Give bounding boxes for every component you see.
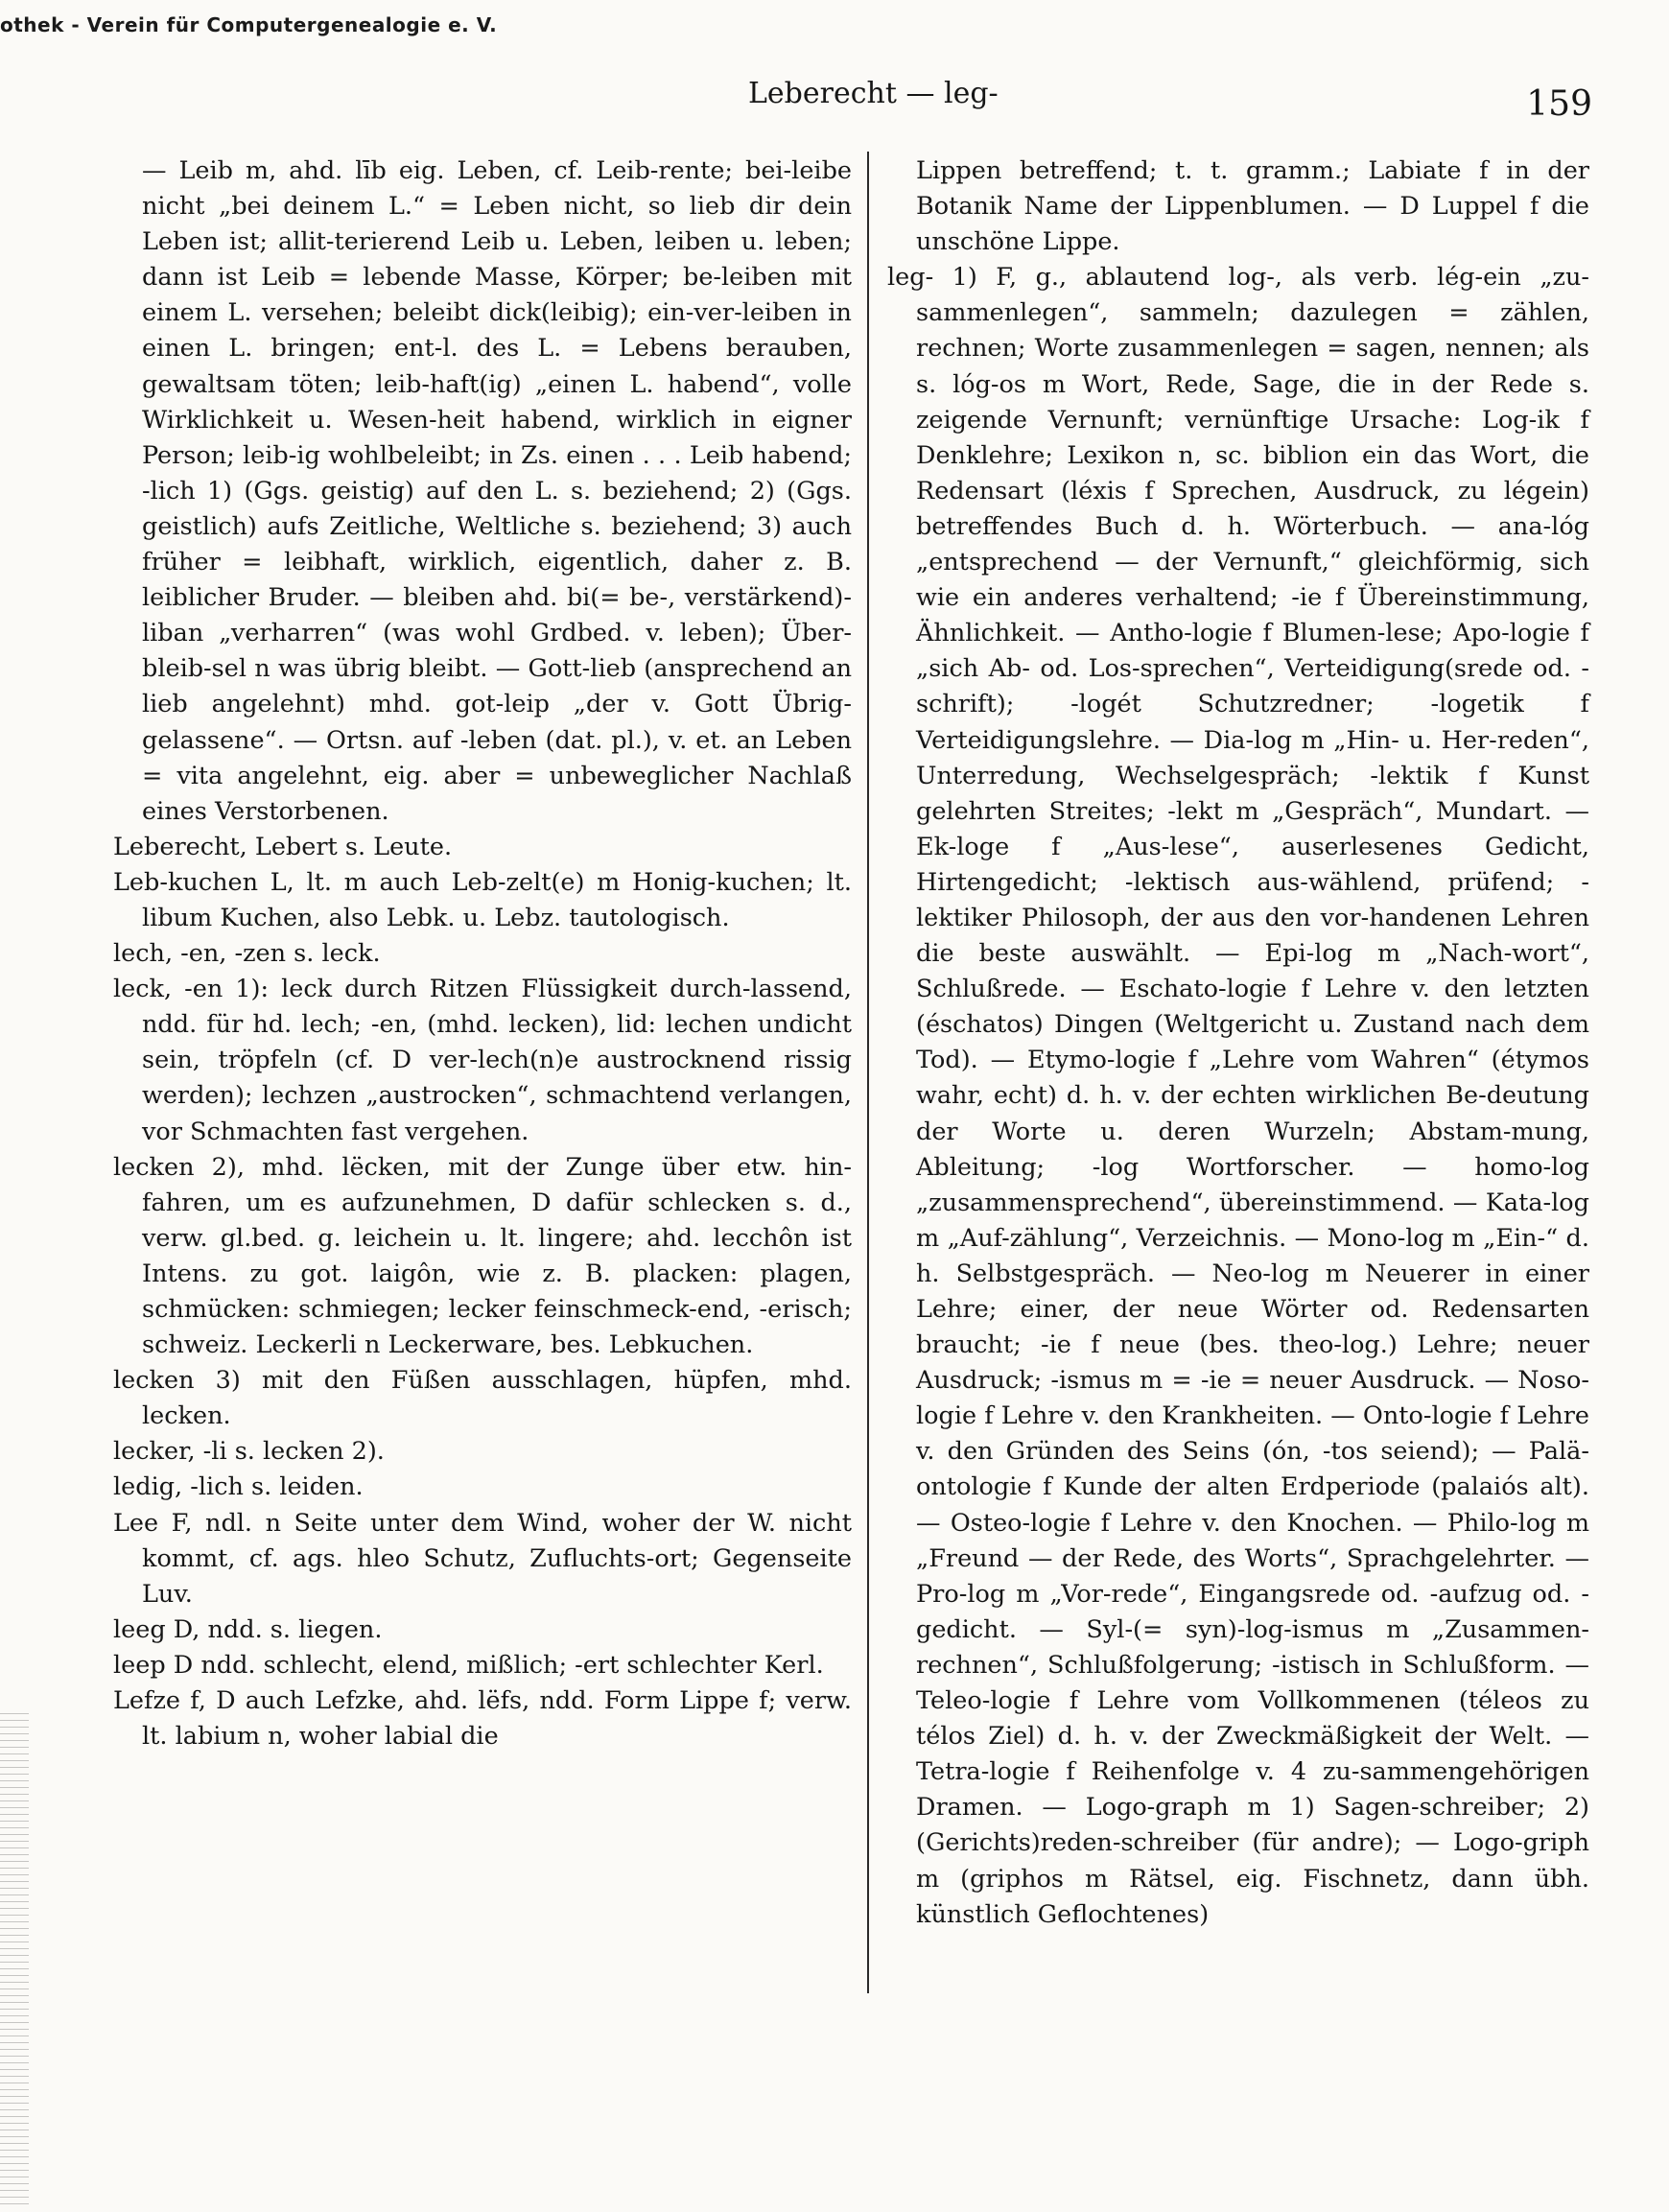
entry-leberecht: Leberecht, Lebert s. Leute.	[113, 832, 453, 861]
entry-lefze: Lefze f, D auch Lefzke, ahd. lëfs, ndd. Form Lippe f; verw. lt. labium n, woher labial die	[113, 1686, 852, 1752]
entry-leg: leg- 1) F, g., ablautend log-, als verb. lég-ein „zu-sammenlegen“, sammeln; dazulegen = zählen, rechnen; Worte zusammenlegen = sagen, nennen; als s. lóg-os m Wort, Rede, Sage, die in der Rede s. zeigende Vernunft; vernünftige Ursache: Log-ik f Denklehre; Lexikon n, sc. biblion ein das Wort, die Redensart (léxis f Sprechen, Ausdruck, zu légein) betreffendes Buch d. h. Wörterbuch. — ana-lóg „entsprechend — der Vernunft,“ gleichförmig, sich wie ein anderes verhaltend; -ie f Übereinstimmung, Ähnlichkeit. — Antho-logie f Blumen-lese; Apo-logie f „sich Ab- od. Los-sprechen“, Verteidigung(srede od. -schrift); -logét Schutzredner; -logetik f Verteidigungslehre. — Dia-log m „Hin- u. Her-reden“, Unterredung, Wechselgespräch; -lektik f Kunst gelehrten Streites; -lekt m „Gespräch“, Mundart. — Ek-loge f „Aus-lese“, auserlesenes Gedicht, Hirtengedicht; -lektisch aus-wählend, prüfend; -lektiker Philosoph, der aus den vor-handenen Lehren die beste auswählt. — Epi-log m „Nach-wort“, Schlußrede. — Eschato-logie f Lehre v. den letzten (éschatos) Dingen (Weltgericht u. Zustand nach dem Tod). — Etymo-logie f „Lehre vom Wahren“ (étymos wahr, echt) d. h. v. der echten wirklichen Be-deutung der Worte u. deren Wurzeln; Abstam-mung, Ableitung; -log Wortforscher. — homo-log „zusammensprechend“, übereinstimmend. — Kata-log m „Auf-zählung“, Verzeichnis. — Mono-log m „Ein-“ d. h. Selbstgespräch. — Neo-log m Neuerer in einer Lehre; einer, der neue Wörter od. Redensarten braucht; -ie f neue (bes. theo-log.) Lehre; neuer Ausdruck; -ismus m = -ie = neuer Ausdruck. — Noso-logie f Lehre v. den Krankheiten. — Onto-logie f Lehre v. den Gründen des Seins (ón, -tos seiend); — Palä-ontologie f Kunde der alten Erdperiode (palaiós alt). — Osteo-logie f Lehre v. den Knochen. — Philo-log m „Freund — der Rede, des Worts“, Sprachgelehrter. — Pro-log m „Vor-rede“, Eingangsrede od. -aufzug od. -gedicht. — Syl-(= syn)-log-ismus m „Zusammen-rechnen“, Schlußfolgerung; -istisch in Schlußform. — Teleo-logie f Lehre vom Vollkommenen (téleos zu télos Ziel) d. h. v. der Zweckmäßigkeit der Welt. — Tetra-logie f Reihenfolge v. 4 zu-sammengehörigen Dramen. — Logo-graph m 1) Sagen-schreiber; 2) (Gerichts)reden-schreiber (für andre); — Logo-griph m (griphos m Rätsel, eig. Fischnetz, dann übh. künstlich Geflochtenes)	[887, 263, 1589, 1929]
entry-leck: leck, -en 1): leck durch Ritzen Flüssigkeit durch-lassend, ndd. für hd. lech; -en, (mhd. lecken), lid: lechen undicht sein, tröpfeln (cf. D ver-lech(n)e austrocknend rissig werden); lechzen „austrocken“, schmachtend verlangen, vor Schmachten fast vergehen.	[113, 975, 852, 1146]
right-column	[887, 153, 1589, 1933]
entry-lecken-3: lecken 3) mit den Füßen ausschlagen, hüpfen, mhd. lecken.	[113, 1366, 852, 1431]
entry-ledig: ledig, -lich s. leiden.	[113, 1472, 364, 1502]
entry-lefze-continuation: Lippen betreffend; t. t. gramm.; Labiate f in der Botanik Name der Lippenblumen. — D Luppel f die unschöne Lippe.	[916, 156, 1589, 257]
left-column	[113, 153, 852, 1754]
entry-lech: lech, -en, -zen s. leck.	[113, 939, 381, 969]
entry-lee: Lee F, ndl. n Seite unter dem Wind, woher der W. nicht kommt, cf. ags. hleo Schutz, Zufluchts-ort; Gegenseite Luv.	[113, 1508, 852, 1609]
entry-lebkuchen: Leb-kuchen L, lt. m auch Leb-zelt(e) m Honig-kuchen; lt. libum Kuchen, also Lebk. u. Lebz. tautologisch.	[113, 867, 852, 932]
page-edge-marks	[0, 1707, 29, 2206]
entry-leib-continuation: — Leib m, ahd. līb eig. Leben, cf. Leib-rente; bei-leibe nicht „bei deinem L.“ = Leben nicht, so lieb dir dein Leben ist; allit-terierend Leib u. Leben, leiben u. leben; dann ist Leib = lebende Masse, Körper; be-leiben mit einem L. versehen; beleibt dick(leibig); ein-ver-leiben in einen L. bringen; ent-l. des L. = Lebens berauben, gewaltsam töten; leib-haft(ig) „einen L. habend“, volle Wirklichkeit u. Wesen-heit habend, wirklich in eigner Person; leib-ig wohlbeleibt; in Zs. einen . . . Leib habend; -lich 1) (Ggs. geistig) auf den L. s. beziehend; 2) (Ggs. geistlich) aufs Zeitliche, Weltliche s. beziehend; 3) auch früher = leibhaft, wirklich, eigentlich, daher z. B. leiblicher Bruder. — bleiben ahd. bi(= be-, verstärkend)-liban „verharren“ (was wohl Grdbed. v. leben); Über-bleib-sel n was übrig bleibt. — Gott-lieb (ansprechend an lieb angelehnt) mhd. got-leip „der v. Gott Übrig-gelassene“. — Ortsn. auf -leben (dat. pl.), v. et. an Leben = vita angelehnt, eig. aber = unbeweglicher Nachlaß eines Verstorbenen.	[142, 156, 852, 826]
entry-leep: leep D ndd. schlecht, elend, mißlich; -ert schlechter Kerl.	[113, 1650, 824, 1680]
entry-lecker: lecker, -li s. lecken 2).	[113, 1437, 385, 1467]
entry-lecken-2: lecken 2), mhd. lëcken, mit der Zunge über etw. hin-fahren, um es aufzunehmen, D dafür schlecken s. d., verw. gl.bed. g. leichein u. lt. lingere; ahd. lecchôn ist Intens. zu got. laigôn, wie z. B. placken: plagen, schmücken: schmiegen; lecker feinschmeck-end, -erisch; schweiz. Leckerli n Leckerware, bes. Lebkuchen.	[113, 1152, 852, 1360]
column-divider	[867, 152, 869, 1993]
entry-leeg: leeg D, ndd. s. liegen.	[113, 1614, 383, 1644]
page-number: 159	[1526, 84, 1592, 124]
running-head: Leberecht — leg-	[748, 77, 999, 110]
watermark-header: othek - Verein für Computergenealogie e. V.	[0, 13, 498, 36]
